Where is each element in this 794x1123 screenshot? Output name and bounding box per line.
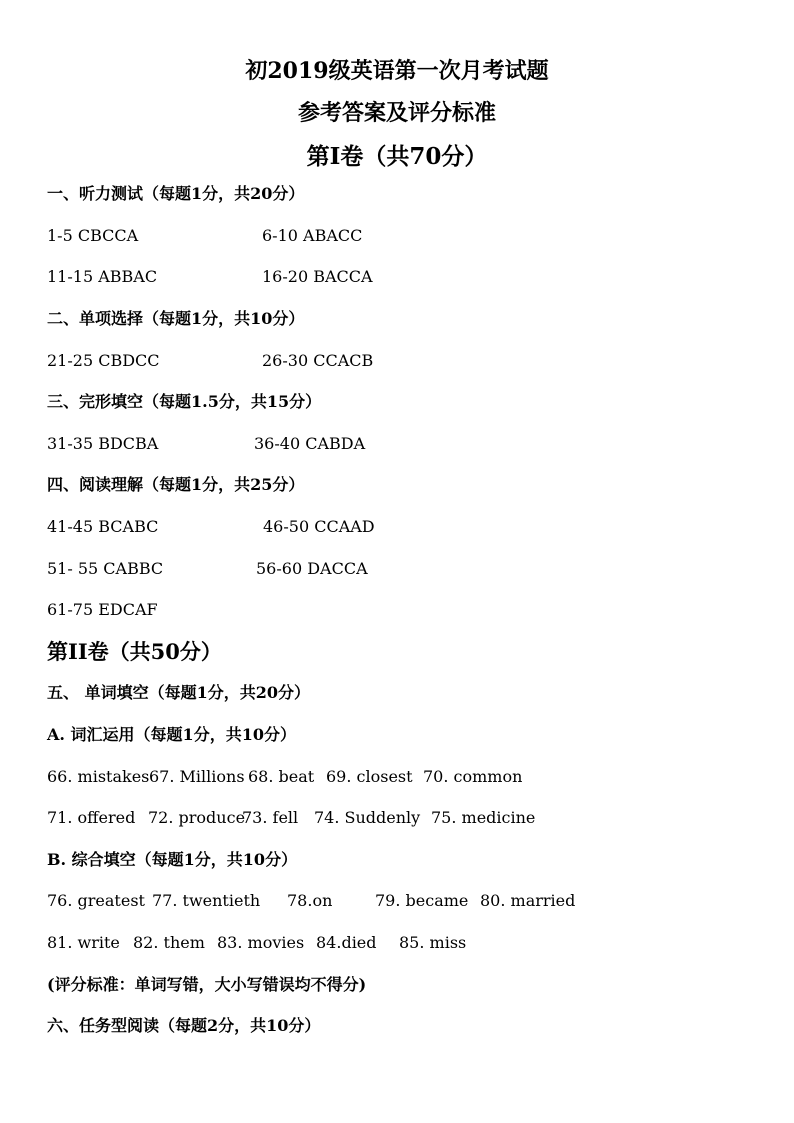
answer-row: 56-60 DACCA [256,559,368,578]
section6-heading: 六、任务型阅读（每题2分，共10分） [47,1016,321,1035]
vocab-row-2 [47,808,535,828]
answer-item: 74. Suddenly [314,808,421,827]
section5-heading: 五、 单词填空（每题1分，共20分） [47,683,310,702]
answer-item: 66. mistakes [47,767,150,786]
part1-title: 第I卷（共70分） [306,143,488,170]
cloze-row-2 [47,933,466,953]
answer-item: 75. medicine [431,808,536,827]
answer-row: 41-45 BCABC [47,517,159,536]
answer-item: 81. write [47,933,120,952]
cloze-row-1 [47,891,575,911]
answer-row: 21-25 CBDCC [47,351,160,370]
answer-row: 51- 55 CABBC [47,559,164,578]
vocab-row-1 [47,767,522,787]
answer-item: 79. became [375,891,469,910]
answer-row: 36-40 CABDA [254,434,366,453]
answer-item: 72. produce [148,808,246,827]
answer-item: 67. Millions [149,767,245,786]
answer-row: 61-75 EDCAF [47,600,158,619]
section5b-heading: B. 综合填空（每题1分，共10分） [47,850,298,869]
answer-item: 80. married [480,891,576,910]
answer-row: 26-30 CCACB [262,351,374,370]
answer-item: 83. movies [217,933,305,952]
answer-row: 1-5 CBCCA [47,226,139,245]
answer-row: 46-50 CCAAD [263,517,375,536]
answer-item: 73. fell [242,808,299,827]
document-subtitle: 参考答案及评分标准 [297,100,496,126]
answer-item: 82. them [133,933,205,952]
answer-row: 6-10 ABACC [262,226,363,245]
answer-row: 11-15 ABBAC [47,267,158,286]
answer-item: 70. common [423,767,523,786]
answer-item: 69. closest [326,767,413,786]
answer-item: 78.on [287,891,333,910]
section1-heading: 一、听力测试（每题1分，共20分） [47,184,305,203]
answer-row: 31-35 BDCBA [47,434,159,453]
section5a-heading: A. 词汇运用（每题1分，共10分） [47,725,296,744]
answer-item: 68. beat [248,767,315,786]
document-title: 初2019级英语第一次月考试题 [245,58,549,84]
grading-note: (评分标准：单词写错，大小写错误均不得分) [47,975,367,994]
part2-title: 第II卷（共50分） [47,639,222,664]
answer-row: 16-20 BACCA [262,267,373,286]
answer-item: 84.died [316,933,377,952]
section2-heading: 二、单项选择（每题1分，共10分） [47,309,305,328]
answer-item: 71. offered [47,808,136,827]
answer-item: 85. miss [399,933,467,952]
section3-heading: 三、完形填空（每题1.5分，共15分） [47,392,322,411]
section4-heading: 四、阅读理解（每题1分，共25分） [47,475,305,494]
answer-item: 77. twentieth [152,891,261,910]
answer-item: 76. greatest [47,891,145,910]
